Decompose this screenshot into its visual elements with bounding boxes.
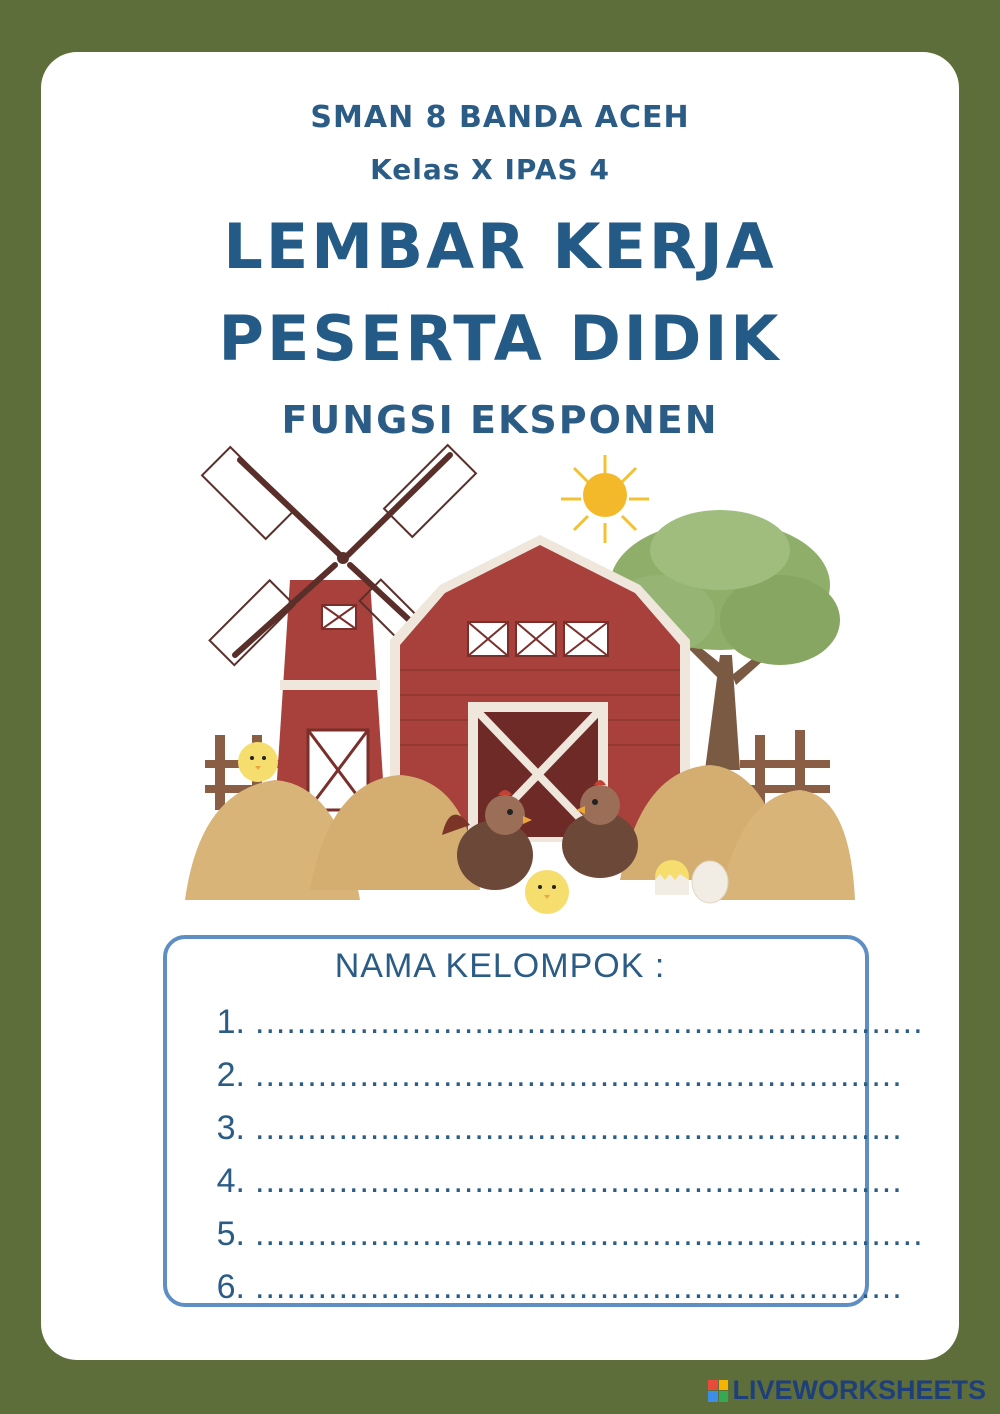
- chick-icon: [655, 860, 689, 895]
- row-number: 2.: [216, 1056, 245, 1094]
- chick-icon: [238, 742, 278, 782]
- group-member-row[interactable]: [205, 1215, 924, 1265]
- topic-title: FUNGSI EKSPONEN: [281, 398, 719, 442]
- brand-name: LIVEWORKSHEETS: [732, 1375, 986, 1405]
- group-member-row[interactable]: [205, 1162, 903, 1212]
- group-box-title: NAMA KELOMPOK :: [334, 947, 666, 985]
- name-line[interactable]: ................................................................: [255, 1215, 924, 1253]
- name-line[interactable]: ..............................................................: [255, 1162, 903, 1200]
- title-line-2: PESERTA DIDIK: [218, 302, 782, 375]
- class-name: Kelas X IPAS 4: [370, 153, 610, 186]
- chick-icon: [525, 870, 569, 914]
- group-member-row[interactable]: [205, 1268, 903, 1318]
- farm-illustration: [180, 440, 860, 930]
- row-number: 4.: [216, 1162, 245, 1200]
- name-line[interactable]: ..............................................................: [255, 1268, 903, 1306]
- row-number: 1.: [216, 1003, 245, 1041]
- name-line[interactable]: ..............................................................: [255, 1056, 903, 1094]
- row-number: 6.: [216, 1268, 245, 1306]
- group-member-row[interactable]: [205, 1003, 924, 1053]
- name-line[interactable]: ................................................................: [255, 1003, 924, 1041]
- egg-icon: [692, 861, 728, 903]
- row-number: 3.: [216, 1109, 245, 1147]
- name-line[interactable]: ..............................................................: [255, 1109, 903, 1147]
- group-member-row[interactable]: [205, 1109, 903, 1159]
- liveworksheets-brand: [708, 1375, 986, 1406]
- liveworksheets-logo-icon: [708, 1380, 728, 1402]
- row-number: 5.: [216, 1215, 245, 1253]
- school-name: SMAN 8 BANDA ACEH: [310, 100, 690, 135]
- group-member-row[interactable]: [205, 1056, 903, 1106]
- sun-icon: [561, 455, 649, 543]
- title-line-1: LEMBAR KERJA: [223, 210, 777, 283]
